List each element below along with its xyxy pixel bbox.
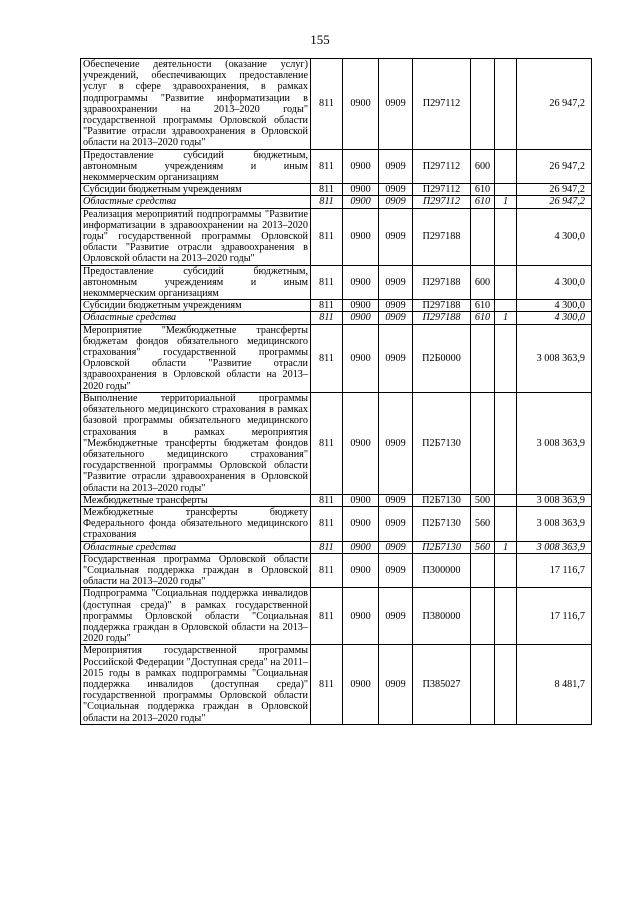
expense-type-cell: [471, 645, 495, 724]
table-row: [81, 265, 592, 300]
row-name-cell: Областные средства: [81, 196, 311, 208]
subsection-code-cell: 0909: [379, 208, 413, 265]
amount-cell: 3 008 363,9: [517, 506, 592, 541]
expense-type-cell: [471, 553, 495, 588]
subsection-code-cell: 0909: [379, 588, 413, 645]
subtype-cell: [495, 149, 517, 184]
target-article-cell: П297112: [413, 184, 471, 196]
row-name-cell: Подпрограмма "Социальная поддержка инвалидов (доступная среда)" в рамках государственной программы Орловской области "Социальная поддержка граждан в Орловской области на 2013–2020 годы": [81, 588, 311, 645]
row-name-cell: Субсидии бюджетным учреждениям: [81, 300, 311, 312]
amount-cell: 4 300,0: [517, 265, 592, 300]
target-article-cell: П2Б0000: [413, 324, 471, 392]
subsection-code-cell: 0909: [379, 392, 413, 494]
row-name-cell: Предоставление субсидий бюджетным, автономным учреждениям и иным некоммерческим организациям: [81, 265, 311, 300]
subtype-cell: [495, 506, 517, 541]
ved-code-cell: 811: [311, 196, 343, 208]
ved-code-cell: 811: [311, 265, 343, 300]
subsection-code-cell: 0909: [379, 494, 413, 506]
subsection-code-cell: 0909: [379, 541, 413, 553]
expense-type-cell: 600: [471, 265, 495, 300]
expense-type-cell: [471, 324, 495, 392]
target-article-cell: П2Б7130: [413, 541, 471, 553]
subsection-code-cell: 0909: [379, 196, 413, 208]
target-article-cell: П297112: [413, 196, 471, 208]
section-code-cell: 0900: [343, 392, 379, 494]
expense-type-cell: [471, 59, 495, 150]
section-code-cell: 0900: [343, 494, 379, 506]
row-name-cell: Предоставление субсидий бюджетным, автономным учреждениям и иным некоммерческим организациям: [81, 149, 311, 184]
amount-cell: 4 300,0: [517, 300, 592, 312]
amount-cell: 4 300,0: [517, 208, 592, 265]
row-name-cell: Обеспечение деятельности (оказание услуг) учреждений, обеспечивающих предоставление услуг в сфере здравоохранения, в рамках подпрограммы "Развитие информатизации в здравоохранении на 2013–2020 годы" государственной программы Орловской области "Развитие отрасли здравоохранения в Орловской области на 2013–2020 годы": [81, 59, 311, 150]
table-row: [81, 645, 592, 724]
amount-cell: 17 116,7: [517, 553, 592, 588]
subtype-cell: 1: [495, 541, 517, 553]
ved-code-cell: 811: [311, 312, 343, 324]
expense-type-cell: 610: [471, 196, 495, 208]
table-row: [81, 588, 592, 645]
subsection-code-cell: 0909: [379, 300, 413, 312]
table-row: [81, 312, 592, 324]
expense-type-cell: 610: [471, 300, 495, 312]
section-code-cell: 0900: [343, 541, 379, 553]
subsection-code-cell: 0909: [379, 265, 413, 300]
expense-type-cell: 560: [471, 541, 495, 553]
table-row: [81, 553, 592, 588]
expense-type-cell: [471, 208, 495, 265]
target-article-cell: П385027: [413, 645, 471, 724]
target-article-cell: П297188: [413, 312, 471, 324]
amount-cell: 3 008 363,9: [517, 324, 592, 392]
section-code-cell: 0900: [343, 588, 379, 645]
ved-code-cell: 811: [311, 208, 343, 265]
section-code-cell: 0900: [343, 59, 379, 150]
subsection-code-cell: 0909: [379, 184, 413, 196]
subtype-cell: [495, 553, 517, 588]
table-row: [81, 196, 592, 208]
section-code-cell: 0900: [343, 265, 379, 300]
amount-cell: 17 116,7: [517, 588, 592, 645]
subtype-cell: [495, 184, 517, 196]
amount-cell: 26 947,2: [517, 184, 592, 196]
amount-cell: 8 481,7: [517, 645, 592, 724]
subtype-cell: 1: [495, 312, 517, 324]
table-row: [81, 300, 592, 312]
expense-type-cell: 600: [471, 149, 495, 184]
ved-code-cell: 811: [311, 59, 343, 150]
section-code-cell: 0900: [343, 208, 379, 265]
expense-type-cell: [471, 392, 495, 494]
subsection-code-cell: 0909: [379, 553, 413, 588]
subtype-cell: [495, 392, 517, 494]
ved-code-cell: 811: [311, 149, 343, 184]
expense-type-cell: 610: [471, 312, 495, 324]
section-code-cell: 0900: [343, 149, 379, 184]
target-article-cell: П297112: [413, 149, 471, 184]
row-name-cell: Областные средства: [81, 541, 311, 553]
amount-cell: 26 947,2: [517, 196, 592, 208]
target-article-cell: П2Б7130: [413, 392, 471, 494]
subsection-code-cell: 0909: [379, 312, 413, 324]
table-row: [81, 208, 592, 265]
row-name-cell: Субсидии бюджетным учреждениям: [81, 184, 311, 196]
target-article-cell: П297188: [413, 208, 471, 265]
subtype-cell: [495, 324, 517, 392]
row-name-cell: Межбюджетные трансферты: [81, 494, 311, 506]
table-row: [81, 324, 592, 392]
amount-cell: 3 008 363,9: [517, 541, 592, 553]
target-article-cell: П2Б7130: [413, 494, 471, 506]
row-name-cell: Мероприятия государственной программы Российской Федерации "Доступная среда" на 2011–2015 годы в рамках подпрограммы "Социальная поддержка инвалидов (доступная среда)" государственной программы Орловской области "Социальная поддержка граждан в Орловской области на 2013–2020 годы": [81, 645, 311, 724]
ved-code-cell: 811: [311, 392, 343, 494]
ved-code-cell: 811: [311, 553, 343, 588]
target-article-cell: П380000: [413, 588, 471, 645]
table-row: [81, 506, 592, 541]
table-row: [81, 494, 592, 506]
section-code-cell: 0900: [343, 300, 379, 312]
subsection-code-cell: 0909: [379, 324, 413, 392]
target-article-cell: П300000: [413, 553, 471, 588]
section-code-cell: 0900: [343, 645, 379, 724]
subtype-cell: [495, 494, 517, 506]
subsection-code-cell: 0909: [379, 506, 413, 541]
subsection-code-cell: 0909: [379, 59, 413, 150]
subtype-cell: [495, 300, 517, 312]
subtype-cell: [495, 59, 517, 150]
amount-cell: 4 300,0: [517, 312, 592, 324]
budget-table: [80, 58, 592, 725]
subtype-cell: [495, 208, 517, 265]
amount-cell: 3 008 363,9: [517, 392, 592, 494]
section-code-cell: 0900: [343, 196, 379, 208]
expense-type-cell: 560: [471, 506, 495, 541]
section-code-cell: 0900: [343, 324, 379, 392]
table-row: [81, 149, 592, 184]
table-row: [81, 59, 592, 150]
subsection-code-cell: 0909: [379, 149, 413, 184]
section-code-cell: 0900: [343, 184, 379, 196]
ved-code-cell: 811: [311, 300, 343, 312]
row-name-cell: Межбюджетные трансферты бюджету Федерального фонда обязательного медицинского страхования: [81, 506, 311, 541]
ved-code-cell: 811: [311, 645, 343, 724]
page-number: 155: [310, 32, 330, 47]
subtype-cell: [495, 265, 517, 300]
table-row: [81, 392, 592, 494]
amount-cell: 26 947,2: [517, 149, 592, 184]
expense-type-cell: [471, 588, 495, 645]
row-name-cell: Реализация мероприятий подпрограммы "Развитие информатизации в здравоохранении на 2013–2020 годы" государственной программы Орловской области "Развитие отрасли здравоохранения в Орловской области на 2013–2020 годы": [81, 208, 311, 265]
ved-code-cell: 811: [311, 541, 343, 553]
subtype-cell: [495, 588, 517, 645]
target-article-cell: П297188: [413, 300, 471, 312]
expense-type-cell: 500: [471, 494, 495, 506]
row-name-cell: Выполнение территориальной программы обязательного медицинского страхования в рамках базовой программы обязательного медицинского страхования в рамках мероприятия "Межбюджетные трансферты бюджетам фондов обязательного медицинского страхования" государственной программы Орловской области "Развитие отрасли здравоохранения в Орловской области на 2013–2020 годы": [81, 392, 311, 494]
subsection-code-cell: 0909: [379, 645, 413, 724]
amount-cell: 26 947,2: [517, 59, 592, 150]
section-code-cell: 0900: [343, 553, 379, 588]
ved-code-cell: 811: [311, 494, 343, 506]
target-article-cell: П297112: [413, 59, 471, 150]
ved-code-cell: 811: [311, 506, 343, 541]
row-name-cell: Государственная программа Орловской области "Социальная поддержка граждан в Орловской области на 2013–2020 годы": [81, 553, 311, 588]
section-code-cell: 0900: [343, 506, 379, 541]
table-row: [81, 184, 592, 196]
target-article-cell: П297188: [413, 265, 471, 300]
ved-code-cell: 811: [311, 184, 343, 196]
subtype-cell: [495, 645, 517, 724]
amount-cell: 3 008 363,9: [517, 494, 592, 506]
expense-type-cell: 610: [471, 184, 495, 196]
ved-code-cell: 811: [311, 588, 343, 645]
target-article-cell: П2Б7130: [413, 506, 471, 541]
subtype-cell: 1: [495, 196, 517, 208]
ved-code-cell: 811: [311, 324, 343, 392]
table-row: [81, 541, 592, 553]
section-code-cell: 0900: [343, 312, 379, 324]
row-name-cell: Областные средства: [81, 312, 311, 324]
row-name-cell: Мероприятие "Межбюджетные трансферты бюджетам фондов обязательного медицинского страхования" государственной программы Орловской области "Развитие отрасли здравоохранения в Орловской области на 2013–2020 годы": [81, 324, 311, 392]
